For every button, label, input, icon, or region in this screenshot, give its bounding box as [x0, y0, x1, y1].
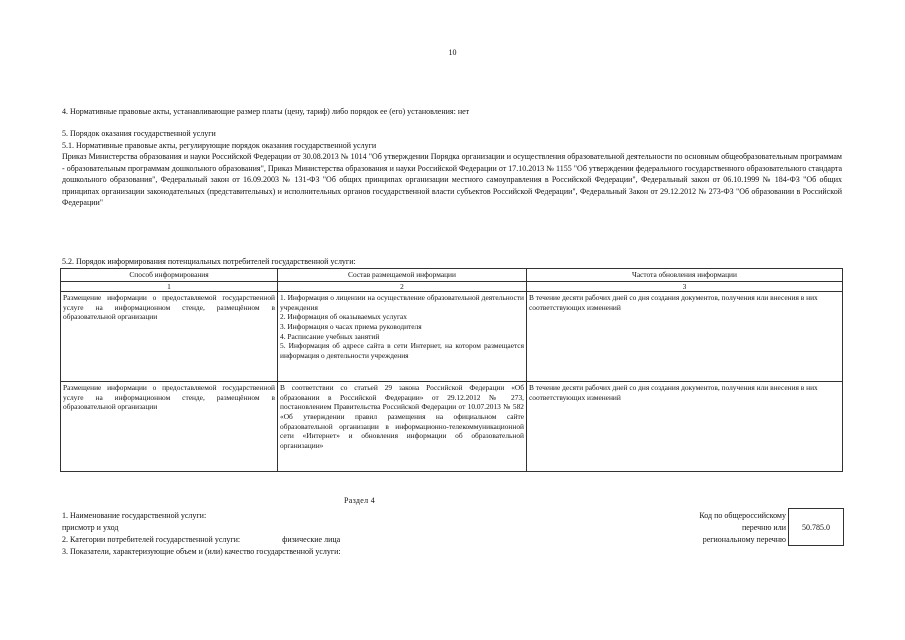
column-number: 2: [278, 281, 527, 292]
page-number: 10: [448, 48, 457, 57]
table-header-row: [61, 269, 843, 282]
service-name-label: 1. Наименование государственной услуги:: [62, 511, 207, 520]
procedure-heading: 5. Порядок оказания государственной услуги: [62, 129, 216, 138]
content-item: 2. Информация об оказываемых услугах: [280, 312, 407, 322]
code-label-line: региональному перечню: [702, 535, 786, 544]
informing-heading: 5.2. Порядок информирования потенциальных потребителей государственной услуги:: [62, 257, 356, 266]
column-header-frequency: Частота обновления информации: [527, 269, 843, 282]
consumer-category-line: [62, 534, 582, 546]
method-cell: Размещение информации о предоставляемой государственной услуге на информационном стенде, размещённом в образовательной организации: [61, 292, 278, 382]
content-item: 4. Расписание учебных занятий: [280, 331, 380, 341]
table-row: [61, 292, 843, 382]
procedure-acts-list: Приказ Министерства образования и науки Российской Федерации от 30.08.2013 № 1014 "Об утверждении Порядка организации и осуществления образовательной деятельности по основным общеобразовательным программам - образовательным программам дошкольного образования", Приказ Министерства образования и науки Российской Федерации от 17.10.2013 № 1155 "Об утверждении федерального государственного образовательного стандарта дошкольного образования", Федеральный закон от 16.09.2003 № 131-ФЗ "Об общих принципах организации местного самоуправления в Российской Федерации", Федеральный закон от 06.10.1999 № 184-ФЗ "Об общих принципах организации законодательных (представительных) и исполнительных органов государственной власти субъектов Российской Федерации", Федеральный Закон от 29.12.2012 № 273-ФЗ "Об образовании в Российской Федерации": [62, 152, 842, 207]
section-title: Раздел 4: [344, 496, 376, 505]
method-cell: Размещение информации о предоставляемой государственной услуге на информационном стенде, размещённом в образовательной организации: [61, 382, 278, 472]
column-header-method: Способ информирования: [61, 269, 278, 282]
fee-acts-line: 4. Нормативные правовые акты, устанавливающие размер платы (цену, тариф) либо порядок ее (его) установления: нет: [62, 107, 470, 116]
frequency-cell: В течение десяти рабочих дней со дня создания документов, получения или внесения в них соответствующих изменений: [527, 382, 843, 472]
content-item: 5. Информация об адресе сайта в сети Интернет, на котором размещается информация о деятельности учреждения: [280, 341, 524, 360]
frequency-cell: В течение десяти рабочих дней со дня создания документов, получения или внесения в них соответствующих изменений: [527, 292, 843, 382]
service-procedure-section: [62, 128, 842, 209]
informing-table: [60, 268, 843, 472]
code-value: 50.785.0: [802, 522, 830, 532]
content-item: 3. Информация о часах приема руководителя: [280, 321, 422, 331]
service-info: [62, 510, 582, 558]
column-number: 3: [527, 281, 843, 292]
content-item: 1. Информация о лицензии на осуществление образовательной деятельности учреждения: [280, 293, 524, 312]
table-row: [61, 382, 843, 472]
code-box: [788, 508, 844, 546]
code-label-line: Код по общероссийскому: [699, 511, 786, 520]
consumer-category-label: 2. Категории потребителей государственной услуги:: [62, 535, 241, 544]
indicators-label: 3. Показатели, характеризующие объем и (или) качество государственной услуги:: [62, 547, 341, 556]
column-number: 1: [61, 281, 278, 292]
service-name-value: присмотр и уход: [62, 523, 119, 532]
column-header-content: Состав размещаемой информации: [278, 269, 527, 282]
table-number-row: [61, 281, 843, 292]
content-cell: В соответствии со статьей 29 закона Российской Федерации «Об образовании в Российской Федерации» от 29.12.2012 № 273, постановлением Правительства Российской Федерации от 10.07.2013 № 582 «Об утверждении правил размещения на официальном сайте образовательной организации в информационно-телекоммуникационной сети «Интернет» и обновления информации об образовательной организации»: [278, 382, 527, 472]
code-label-line: перечню или: [741, 523, 786, 532]
content-cell: [278, 292, 527, 382]
procedure-acts-heading: 5.1. Нормативные правовые акты, регулирующие порядок оказания государственной услуги: [62, 140, 377, 150]
code-label: [620, 510, 786, 546]
consumer-category-value: физические лица: [282, 535, 341, 544]
